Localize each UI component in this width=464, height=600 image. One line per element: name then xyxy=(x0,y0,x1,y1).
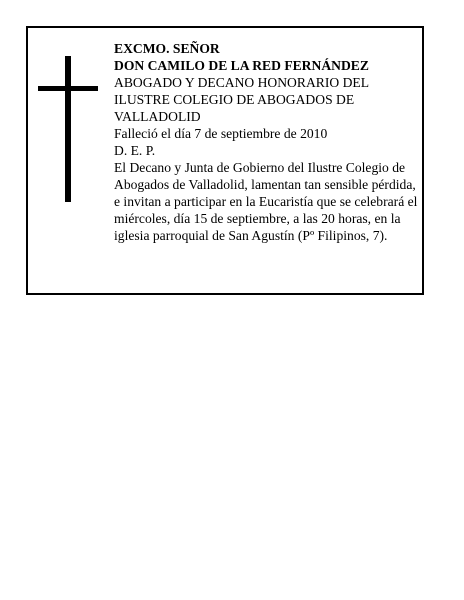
condolence-message: El Decano y Junta de Gobierno del Ilustre Colegio de Abogados de Valladolid, lamentan tan sensible pérdida, e invitan a participar en la Eucaristía que se celebrará el miércoles, día 15 de septiembre, a las 20 horas, en la iglesia parroquial de San Agustín (Pº Filipinos, 7). xyxy=(114,160,418,243)
cross-icon xyxy=(38,56,98,202)
deceased-name: DON CAMILO DE LA RED FERNÁNDEZ xyxy=(114,58,369,73)
honorific: EXCMO. SEÑOR xyxy=(114,41,220,56)
cross-vertical-bar xyxy=(65,56,71,202)
obituary-notice xyxy=(26,26,424,295)
rip-abbreviation: D. E. P. xyxy=(114,143,156,158)
notice-text xyxy=(114,40,424,244)
death-date: Falleció el día 7 de septiembre de 2010 xyxy=(114,126,328,141)
deceased-title: ABOGADO Y DECANO HONORARIO DEL ILUSTRE COLEGIO DE ABOGADOS DE VALLADOLID xyxy=(114,75,369,124)
cross-horizontal-bar xyxy=(38,86,98,91)
